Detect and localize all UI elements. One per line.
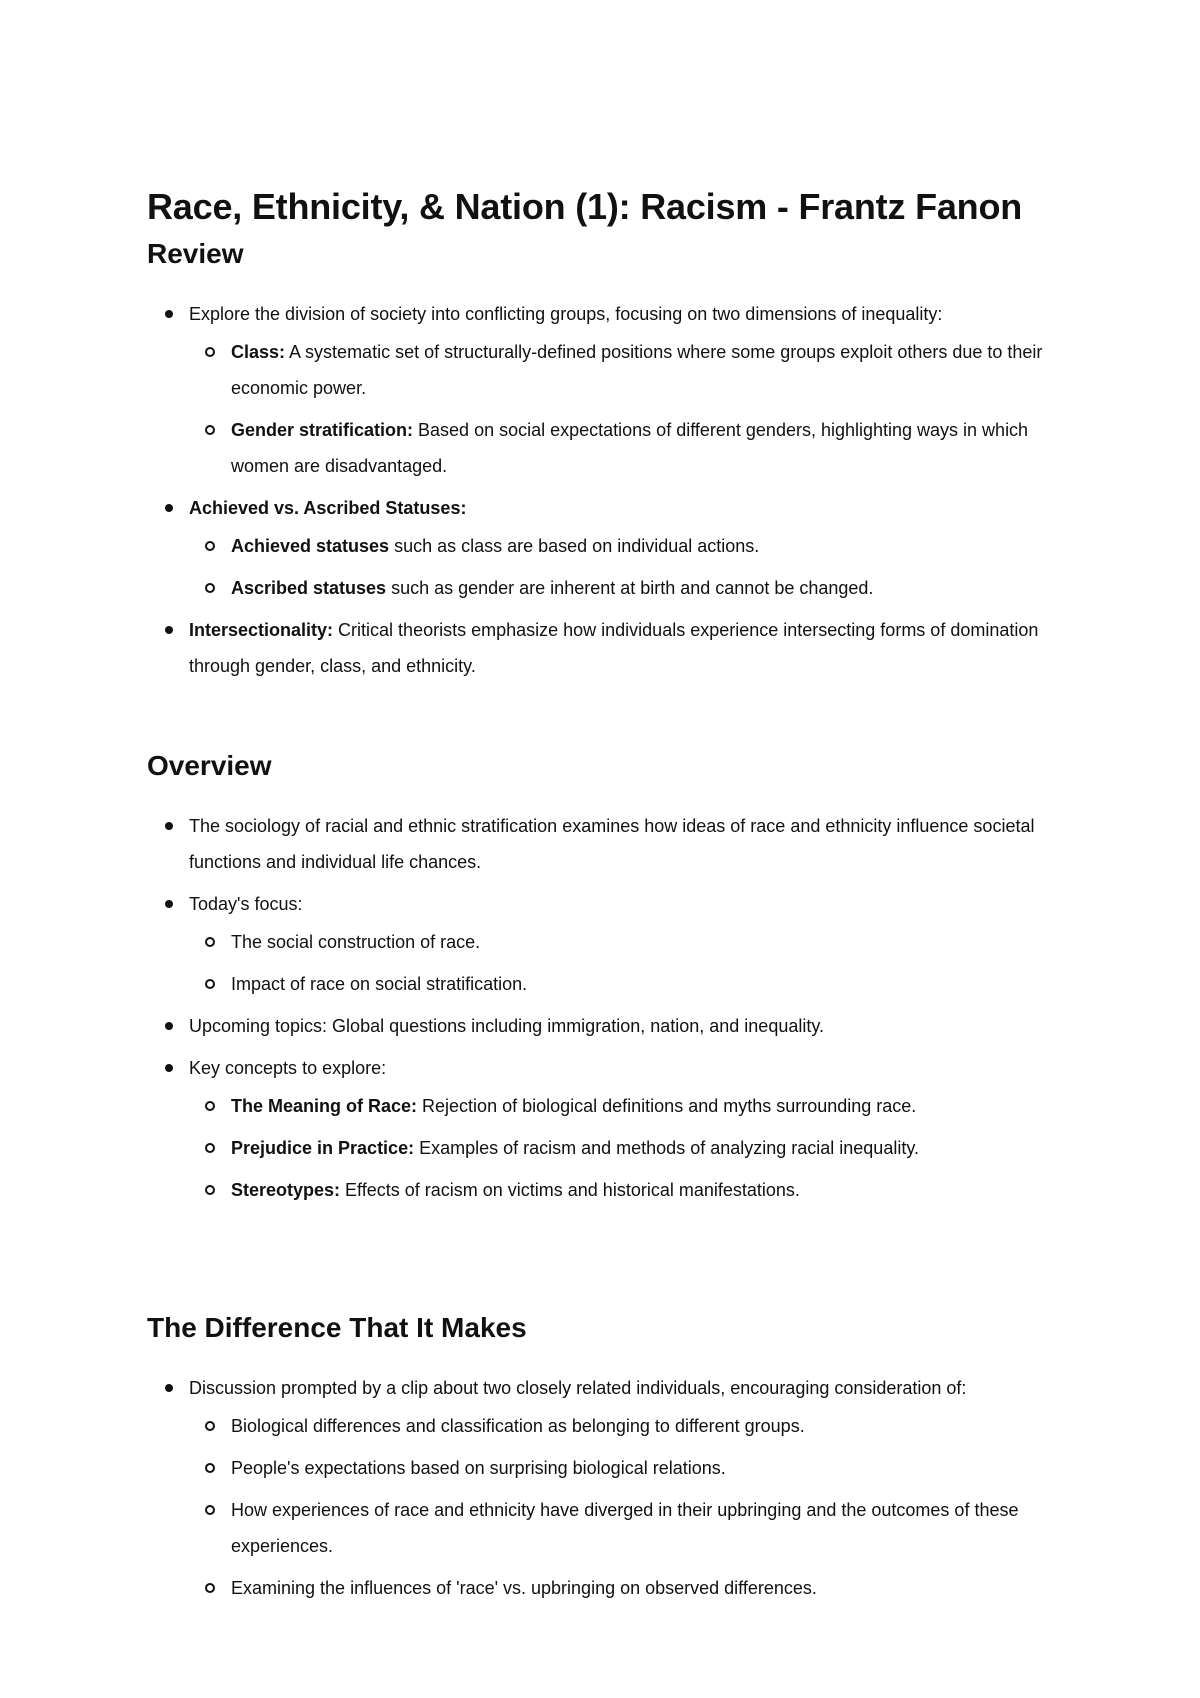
term: Intersectionality:: [189, 620, 334, 640]
sub-list-item-text: People's expectations based on surprising biological relations.: [231, 1458, 726, 1478]
difference-list: [147, 1370, 1047, 1606]
term: Gender stratification:: [231, 420, 414, 440]
bullet-icon: [165, 310, 173, 318]
term: The Meaning of Race:: [231, 1096, 418, 1116]
hollow-bullet-icon: [205, 1505, 215, 1515]
sub-list-item-text: Rejection of biological definitions and myths surrounding race.: [417, 1096, 917, 1116]
term: Achieved statuses: [231, 536, 390, 556]
term: Stereotypes:: [231, 1180, 341, 1200]
sub-list-item-text: Biological differences and classification as belonging to different groups.: [231, 1416, 805, 1436]
hollow-bullet-icon: [205, 979, 215, 989]
hollow-bullet-icon: [205, 541, 215, 551]
sub-list-item: [189, 334, 1047, 406]
section-review: [147, 238, 1047, 690]
sub-list-item-text: such as gender are inherent at birth and cannot be changed.: [386, 578, 874, 598]
list-item: [147, 886, 1047, 1002]
bullet-icon: [165, 822, 173, 830]
sub-list-item-text: Impact of race on social stratification.: [231, 974, 528, 994]
list-item: [147, 612, 1047, 684]
hollow-bullet-icon: [205, 1583, 215, 1593]
sub-list-item: [189, 1450, 1047, 1486]
bullet-icon: [165, 626, 173, 634]
hollow-bullet-icon: [205, 1421, 215, 1431]
list-item-text: Critical theorists emphasize how individuals experience intersecting forms of domination through gender, class, and ethnicity.: [189, 620, 1039, 676]
sub-list-item: [189, 924, 1047, 960]
sub-list-item: [189, 1492, 1047, 1564]
sub-list-item: [189, 570, 1047, 606]
section-overview: [147, 750, 1047, 1214]
sub-list: [189, 1408, 1047, 1606]
section-heading-difference: The Difference That It Makes: [147, 1312, 527, 1343]
bullet-icon: [165, 900, 173, 908]
hollow-bullet-icon: [205, 1101, 215, 1111]
sub-list: [189, 1088, 1047, 1208]
review-list: [147, 296, 1047, 684]
sub-list-item-text: Examples of racism and methods of analyzing racial inequality.: [414, 1138, 919, 1158]
sub-list-item: [189, 1172, 1047, 1208]
list-item: [147, 1050, 1047, 1208]
sub-list-item: [189, 1088, 1047, 1124]
hollow-bullet-icon: [205, 425, 215, 435]
hollow-bullet-icon: [205, 1185, 215, 1195]
sub-list-item-text: How experiences of race and ethnicity have diverged in their upbringing and the outcomes of these experiences.: [231, 1500, 1019, 1556]
section-heading-overview: Overview: [147, 750, 272, 781]
sub-list-item: [189, 528, 1047, 564]
section-heading-review: Review: [147, 238, 244, 269]
sub-list-item: [189, 412, 1047, 484]
bullet-icon: [165, 1064, 173, 1072]
sub-list-item-text: Based on social expectations of different genders, highlighting ways in which women are disadvantaged.: [231, 420, 1029, 476]
section-difference: [147, 1312, 1047, 1612]
page-title: Race, Ethnicity, & Nation (1): Racism - Frantz Fanon: [147, 186, 1023, 227]
sub-list-item: [189, 966, 1047, 1002]
list-item-text: Upcoming topics: Global questions including immigration, nation, and inequality.: [189, 1016, 825, 1036]
list-item-text: The sociology of racial and ethnic stratification examines how ideas of race and ethnicity influence societal functions and individual life chances.: [189, 816, 1035, 872]
list-item-text: Today's focus:: [189, 894, 303, 914]
hollow-bullet-icon: [205, 1143, 215, 1153]
sub-list: [189, 528, 1047, 606]
sub-list-item: [189, 1408, 1047, 1444]
list-item-text: Key concepts to explore:: [189, 1058, 387, 1078]
list-item-text: Explore the division of society into conflicting groups, focusing on two dimensions of inequality:: [189, 304, 943, 324]
sub-list: [189, 924, 1047, 1002]
bullet-icon: [165, 504, 173, 512]
list-item-text: Discussion prompted by a clip about two closely related individuals, encouraging consideration of:: [189, 1378, 967, 1398]
list-item: [147, 1008, 1047, 1044]
list-item: [147, 1370, 1047, 1606]
hollow-bullet-icon: [205, 583, 215, 593]
term: Achieved vs. Ascribed Statuses:: [189, 498, 467, 518]
bullet-icon: [165, 1384, 173, 1392]
hollow-bullet-icon: [205, 347, 215, 357]
sub-list-item: [189, 1130, 1047, 1166]
overview-list: [147, 808, 1047, 1208]
hollow-bullet-icon: [205, 937, 215, 947]
sub-list-item-text: Effects of racism on victims and historical manifestations.: [340, 1180, 800, 1200]
sub-list: [189, 334, 1047, 484]
sub-list-item: [189, 1570, 1047, 1606]
sub-list-item-text: such as class are based on individual actions.: [389, 536, 760, 556]
list-item: [147, 808, 1047, 880]
sub-list-item-text: Examining the influences of 'race' vs. upbringing on observed differences.: [231, 1578, 817, 1598]
term: Prejudice in Practice:: [231, 1138, 415, 1158]
list-item: [147, 490, 1047, 606]
term: Class:: [231, 342, 286, 362]
bullet-icon: [165, 1022, 173, 1030]
sub-list-item-text: The social construction of race.: [231, 932, 481, 952]
sub-list-item-text: A systematic set of structurally-defined positions where some groups exploit others due to their economic power.: [231, 342, 1043, 398]
term: Ascribed statuses: [231, 578, 387, 598]
list-item: [147, 296, 1047, 484]
hollow-bullet-icon: [205, 1463, 215, 1473]
